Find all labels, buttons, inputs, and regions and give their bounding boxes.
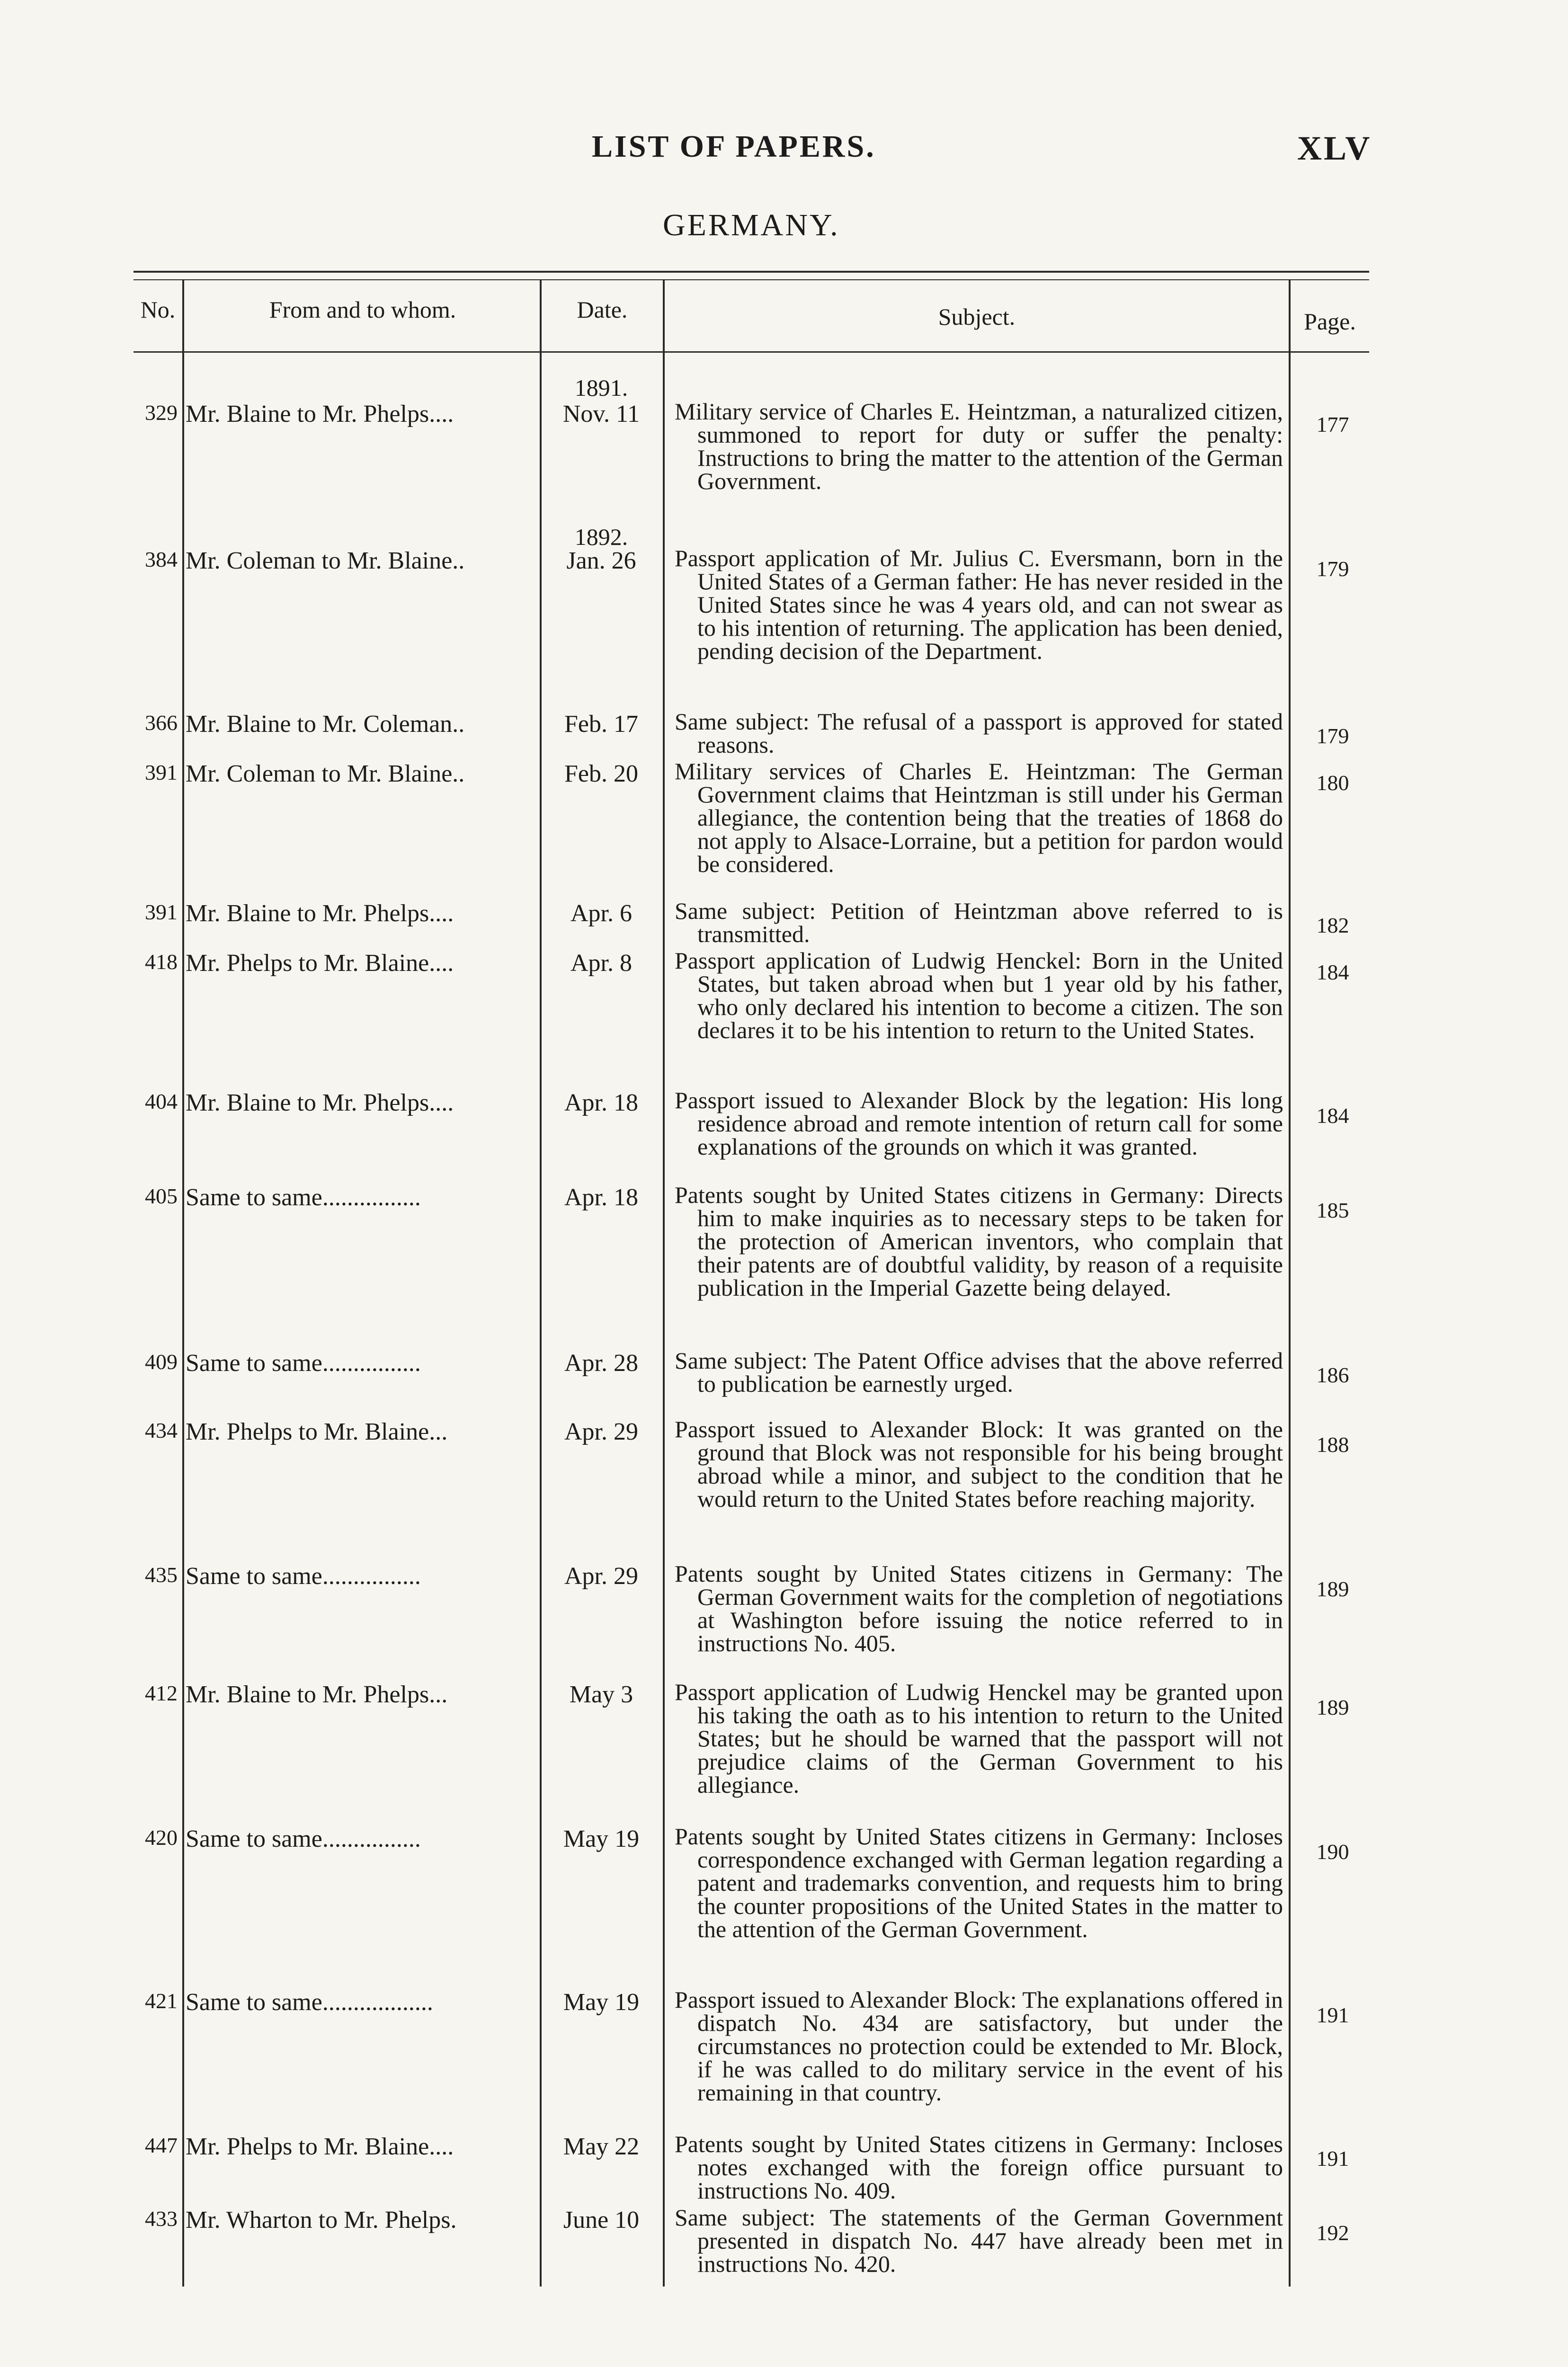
row-number: 412 [145, 1681, 178, 1705]
row-date: Apr. 6 [570, 900, 632, 927]
row-from-to: Mr. Coleman to Mr. Blaine.. [186, 760, 465, 787]
row-date: June 10 [563, 2207, 640, 2234]
row-subject: Passport application of Mr. Julius C. Eversmann, born in the United States of a German father: He has never resided in the United States since he was 4 years old, and can not swear as to his intention of returning. The application has been denied, pending decision of the Department. [675, 545, 1283, 664]
section-title: GERMANY. [663, 208, 840, 242]
row-number: 420 [145, 1825, 178, 1850]
row-from-to: Mr. Wharton to Mr. Phelps. [186, 2207, 457, 2234]
row-subject: Same subject: The refusal of a passport is approved for stated reasons. [675, 708, 1283, 758]
column-divider-no [182, 279, 184, 2287]
row-number: 366 [145, 711, 178, 735]
row-from-to: Same to same.................. [186, 1989, 433, 2016]
row-date: May 19 [563, 1989, 640, 2016]
column-divider-subject [1289, 279, 1291, 2287]
row-date: Apr. 29 [564, 1418, 638, 1445]
row-from-to: Mr. Phelps to Mr. Blaine.... [186, 2133, 454, 2160]
row-page: 186 [1316, 1363, 1349, 1387]
row-date: May 19 [563, 1825, 640, 1852]
row-from-to: Mr. Phelps to Mr. Blaine... [186, 1418, 448, 1445]
row-subject: Passport application of Ludwig Henckel: Born in the United States, but taken abroad when but 1 year old by his father, who only declared his intention to become a citizen. The son declares it to be his intention to return to the United States. [675, 947, 1283, 1043]
row-number: 405 [145, 1184, 178, 1208]
row-number: 391 [145, 900, 178, 924]
table-header-rule [134, 351, 1369, 353]
row-number: 421 [145, 1989, 178, 2013]
running-title: LIST OF PAPERS. [592, 129, 876, 164]
row-page: 179 [1316, 557, 1349, 581]
column-divider-from [540, 279, 542, 2287]
row-subject: Passport issued to Alexander Block: The explanations offered in dispatch No. 434 are satisfactory, but under the circumstances no protection could be extended to Mr. Block, if he was called to do military service in the event of his remaining in that country. [675, 1986, 1283, 2106]
row-subject: Same subject: Petition of Heintzman above referred to is transmitted. [675, 898, 1283, 947]
row-year: 1892. [574, 524, 628, 550]
column-header-no: No. [140, 296, 176, 323]
row-page: 189 [1316, 1577, 1349, 1601]
row-number: 409 [145, 1350, 178, 1374]
row-page: 179 [1316, 724, 1349, 748]
running-head [0, 129, 1568, 171]
page-number-roman: XLV [1297, 129, 1372, 167]
row-page: 184 [1316, 1103, 1349, 1128]
row-subject: Same subject: The statements of the German Government presented in dispatch No. 447 have already been met in instructions No. 420. [675, 2204, 1283, 2277]
row-number: 435 [145, 1563, 178, 1587]
table-top-rule-inner [134, 279, 1369, 280]
row-subject: Same subject: The Patent Office advises that the above referred to publication be earnestly urged. [675, 1347, 1283, 1397]
row-number: 384 [145, 547, 178, 571]
row-date: Apr. 8 [570, 950, 632, 977]
row-page: 190 [1316, 1840, 1349, 1864]
row-from-to: Mr. Coleman to Mr. Blaine.. [186, 547, 465, 574]
row-subject: Passport issued to Alexander Block by the legation: His long residence abroad and remote intention of return call for some explanations of the grounds on which it was granted. [675, 1087, 1283, 1160]
row-page: 192 [1316, 2221, 1349, 2245]
row-from-to: Mr. Blaine to Mr. Phelps.... [186, 400, 454, 427]
row-year: 1891. [574, 374, 628, 401]
row-subject: Military services of Charles E. Heintzman: The German Government claims that Heintzman is still under his German allegiance, the contention being that the treaties of 1868 do not apply to Alsace-Lorraine, but a petition for pardon would be considered. [675, 758, 1283, 877]
row-date: May 22 [563, 2133, 640, 2160]
row-subject: Passport application of Ludwig Henckel may be granted upon his taking the oath as to his intention to return to the United States; but he should be warned that the passport will not prejudice claims of the German Government to his allegiance. [675, 1679, 1283, 1798]
column-divider-date [663, 279, 665, 2287]
row-page: 189 [1316, 1695, 1349, 1719]
row-number: 404 [145, 1089, 178, 1113]
column-header-subject: Subject. [938, 303, 1016, 330]
row-from-to: Mr. Phelps to Mr. Blaine.... [186, 950, 454, 977]
row-date: Feb. 17 [564, 711, 638, 738]
row-subject: Patents sought by United States citizens in Germany: The German Government waits for the completion of negotiations at Washington before issuing the notice referred to in instructions No. 405. [675, 1560, 1283, 1656]
row-number: 434 [145, 1418, 178, 1442]
row-from-to: Mr. Blaine to Mr. Phelps... [186, 1681, 448, 1708]
row-page: 188 [1316, 1433, 1349, 1457]
row-page: 180 [1316, 771, 1349, 795]
row-date: Nov. 11 [562, 400, 640, 427]
row-number: 418 [145, 950, 178, 974]
column-header-page: Page. [1304, 308, 1356, 335]
row-from-to: Same to same................ [186, 1825, 421, 1852]
row-from-to: Same to same................ [186, 1184, 421, 1211]
row-from-to: Same to same................ [186, 1563, 421, 1590]
row-page: 184 [1316, 960, 1349, 984]
column-header-from-to: From and to whom. [269, 296, 456, 323]
row-date: Feb. 20 [564, 760, 638, 787]
row-date: Apr. 18 [564, 1089, 638, 1116]
row-number: 329 [145, 400, 178, 425]
row-from-to: Mr. Blaine to Mr. Coleman.. [186, 711, 465, 738]
row-date: May 3 [569, 1681, 633, 1708]
row-subject: Patents sought by United States citizens in Germany: Incloses notes exchanged with the foreign office pursuant to instructions No. 409. [675, 2131, 1283, 2204]
table-top-rule [134, 271, 1369, 273]
row-date: Apr. 28 [564, 1350, 638, 1377]
row-subject: Patents sought by United States citizens in Germany: Incloses correspondence exchanged with German legation regarding a patent and trademarks convention, and requests him to bring the counter propositions of the United States in the matter to the attention of the German Government. [675, 1823, 1283, 1942]
row-date: Apr. 18 [564, 1184, 638, 1211]
column-header-date: Date. [577, 296, 628, 323]
row-subject: Military service of Charles E. Heintzman, a naturalized citizen, summoned to report for duty or suffer the penalty: Instructions to bring the matter to the attention of the German Government. [675, 398, 1283, 494]
row-subject: Patents sought by United States citizens in Germany: Directs him to make inquiries as to necessary steps to be taken for the protection of American inventors, who complain that their patents are of doubtful validity, by reason of a requisite publication in the Imperial Gazette being delayed. [675, 1182, 1283, 1301]
row-subject: Passport issued to Alexander Block: It was granted on the ground that Block was not responsible for his being brought abroad while a minor, and subject to the condition that he would return to the United States before reaching majority. [675, 1416, 1283, 1512]
row-from-to: Mr. Blaine to Mr. Phelps.... [186, 1089, 454, 1116]
row-number: 447 [145, 2133, 178, 2157]
row-number: 391 [145, 760, 178, 784]
row-page: 177 [1316, 412, 1349, 436]
row-page: 182 [1316, 913, 1349, 937]
row-number: 433 [145, 2207, 178, 2231]
row-page: 185 [1316, 1198, 1349, 1222]
row-date: Apr. 29 [564, 1563, 638, 1590]
row-from-to: Same to same................ [186, 1350, 421, 1377]
row-date: Jan. 26 [566, 547, 636, 574]
row-page: 191 [1316, 2146, 1349, 2171]
row-page: 191 [1316, 2003, 1349, 2027]
row-from-to: Mr. Blaine to Mr. Phelps.... [186, 900, 454, 927]
